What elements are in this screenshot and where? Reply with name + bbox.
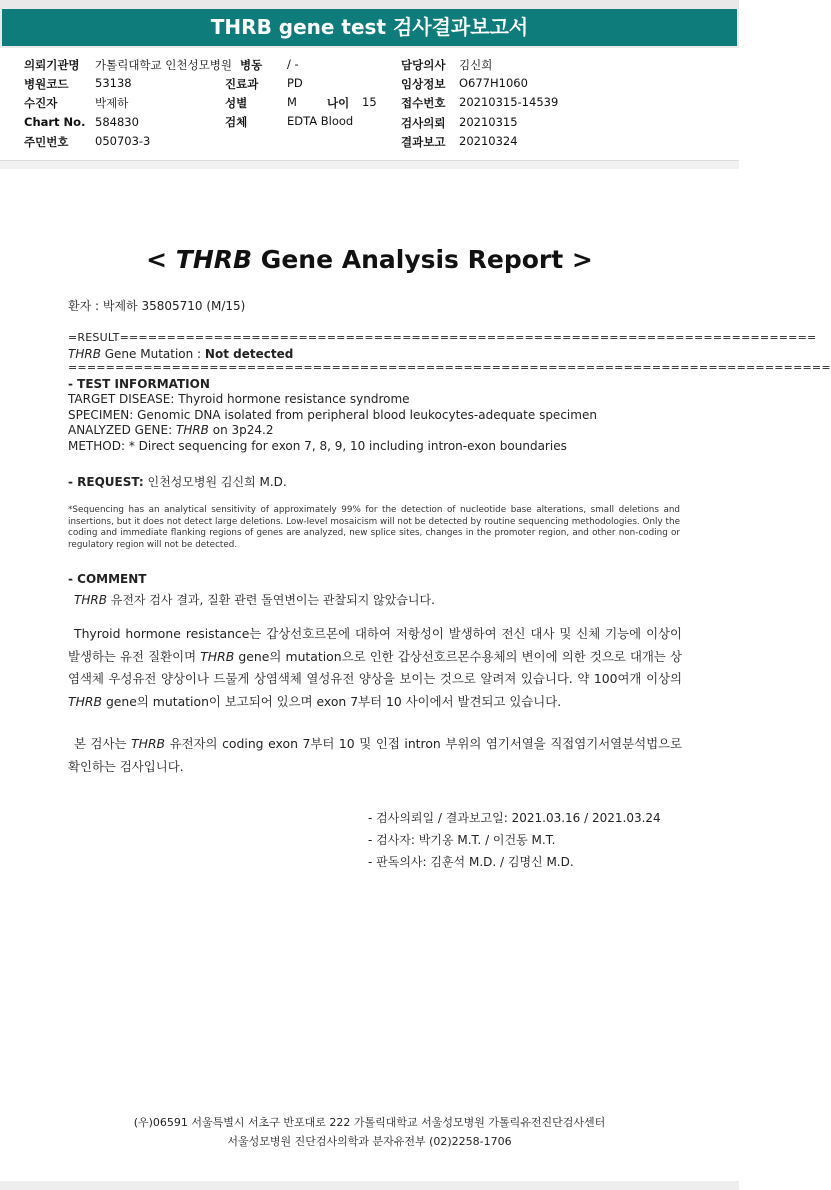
para1-text-a: Thyroid hormone resistance는 갑상선호르몬에 대하여 저항성이 발생하여 전신 대사 및 신체 기능에 이상이 발생하는 유전 질환이며 bbox=[68, 626, 682, 664]
chart-value: 584830 bbox=[95, 115, 139, 129]
report-title-band: THRB gene test 검사결과보고서 bbox=[2, 9, 737, 46]
sex-value: M bbox=[287, 95, 297, 109]
patient-label: 수진자 bbox=[24, 96, 58, 110]
para1-text-c: gene의 mutation이 보고되어 있으며 exon 7부터 10 사이에서 발견되고 있습니다. bbox=[102, 693, 562, 709]
ward-value: / - bbox=[287, 57, 299, 71]
clinical-label: 임상정보 bbox=[401, 77, 446, 91]
analyzed-gene bbox=[68, 423, 273, 437]
request-date-value: 20210315 bbox=[459, 115, 518, 129]
request-value: 인천성모병원 김신희 M.D. bbox=[143, 475, 287, 489]
mutation-line bbox=[68, 347, 293, 361]
request-label: - REQUEST: bbox=[68, 475, 144, 489]
specimen-line: SPECIMEN: Genomic DNA isolated from peripheral blood leukocytes-adequate specimen bbox=[68, 408, 597, 422]
report-date-label: 결과보고 bbox=[401, 135, 446, 149]
mutation-gene: THRB bbox=[68, 347, 101, 361]
footer-address: (우)06591 서울특별시 서초구 반포대로 222 가톨릭대학교 서울성모병원 가톨릭유전진단검사센터 bbox=[133, 1116, 606, 1129]
rrn-value: 050703-3 bbox=[95, 134, 151, 148]
comment-line bbox=[74, 591, 435, 608]
footnote: *Sequencing has an analytical sensitivity of approximately 99% for the detection of nucleotide base alterations, small deletions and insertions, but it does not detect large deletions. Low-level mosaicism will not be detected by routine sequencing methodologies. Only the coding and immediate flanking regions of genes are analyzed, new splice sites, changes in the promoter region, and other non-coding or regulatory region will not be detected. bbox=[68, 505, 680, 550]
title-suffix: Gene Analysis Report > bbox=[252, 245, 593, 274]
header-separator bbox=[0, 160, 739, 169]
test-info-heading: - TEST INFORMATION bbox=[68, 377, 210, 391]
request-line bbox=[68, 473, 287, 490]
para1-gene-2: THRB bbox=[68, 693, 102, 709]
age-label: 나이 bbox=[327, 96, 350, 110]
specimen-value: EDTA Blood bbox=[287, 114, 354, 128]
mutation-label: Gene Mutation : bbox=[100, 347, 205, 361]
chart-label: Chart No. bbox=[24, 115, 86, 129]
bottom-bar bbox=[0, 1181, 739, 1190]
sign-technicians: - 검사자: 박기옹 M.T. / 이건동 M.T. bbox=[368, 833, 556, 847]
description-paragraph-2 bbox=[68, 733, 682, 778]
equals-line: ================================================================================= bbox=[68, 361, 831, 374]
mutation-value: Not detected bbox=[204, 347, 294, 361]
target-disease: TARGET DISEASE: Thyroid hormone resistance syndrome bbox=[68, 392, 410, 406]
patient-value: 박제하 bbox=[95, 96, 129, 110]
specimen-label: 검체 bbox=[225, 115, 248, 129]
institution-value: 가톨릭대학교 인천성모병원 bbox=[95, 58, 232, 72]
title-prefix: < bbox=[146, 245, 176, 274]
hospital-code-value: 53138 bbox=[95, 76, 132, 90]
age-value: 15 bbox=[362, 95, 377, 109]
dept-value: PD bbox=[287, 76, 303, 90]
comment-heading: - COMMENT bbox=[68, 572, 147, 586]
comment-text: 유전자 검사 결과, 질환 관련 돌연변이는 관찰되지 않았습니다. bbox=[106, 593, 435, 607]
receipt-value: 20210315-14539 bbox=[459, 95, 559, 109]
para2-gene: THRB bbox=[131, 736, 166, 751]
rrn-label: 주민번호 bbox=[24, 135, 69, 149]
sign-dates: - 검사의뢰일 / 결과보고일: 2021.03.16 / 2021.03.24 bbox=[368, 811, 661, 825]
sign-physicians: - 판독의사: 김훈석 M.D. / 김명신 M.D. bbox=[368, 855, 574, 869]
doctor-label: 담당의사 bbox=[401, 58, 446, 72]
institution-label: 의뢰기관명 bbox=[24, 58, 80, 72]
hospital-code-label: 병원코드 bbox=[24, 77, 69, 91]
para2-text-b: 유전자의 coding exon 7부터 10 및 인접 intron 부위의 염기서열을 직접염기서열분석법으로 확인하는 검사입니다. bbox=[68, 736, 682, 774]
footer-department: 서울성모병원 진단검사의학과 분자유전부 (02)2258-1706 bbox=[227, 1135, 512, 1148]
doctor-value: 김신희 bbox=[459, 58, 493, 72]
dept-label: 진료과 bbox=[225, 77, 259, 91]
clinical-value: O677H1060 bbox=[459, 76, 528, 90]
analyzed-gene-name: THRB bbox=[175, 423, 209, 437]
title-bar bbox=[0, 0, 739, 48]
para2-text-a: 본 검사는 bbox=[74, 736, 132, 751]
para1-gene-1: THRB bbox=[200, 648, 235, 664]
report-title bbox=[0, 245, 739, 274]
sex-label: 성별 bbox=[225, 96, 248, 110]
title-gene: THRB bbox=[175, 245, 253, 274]
analyzed-gene-rest: on 3p24.2 bbox=[208, 423, 274, 437]
analyzed-gene-label: ANALYZED GENE: bbox=[68, 423, 176, 437]
patient-line: 환자 : 박제하 35805710 (M/15) bbox=[68, 299, 246, 313]
description-paragraph-1 bbox=[68, 623, 682, 713]
report-date-value: 20210324 bbox=[459, 134, 518, 148]
receipt-label: 접수번호 bbox=[401, 96, 446, 110]
request-date-label: 검사의뢰 bbox=[401, 116, 446, 130]
ward-label: 병동 bbox=[240, 58, 263, 72]
para1-text-b: gene의 mutation으로 인한 갑상선호르몬수용체의 변이에 의한 것으로 대개는 상염색체 우성유전 양상이나 드물게 상염색체 열성유전 양상을 보이는 것으로 알려져 있습니다. 약 100여개 이상의 bbox=[68, 648, 682, 686]
method-line: METHOD: * Direct sequencing for exon 7, 8, 9, 10 including intron-exon boundaries bbox=[68, 439, 567, 453]
result-line: =RESULT========================================================================== bbox=[68, 331, 817, 344]
comment-gene: THRB bbox=[74, 593, 107, 607]
